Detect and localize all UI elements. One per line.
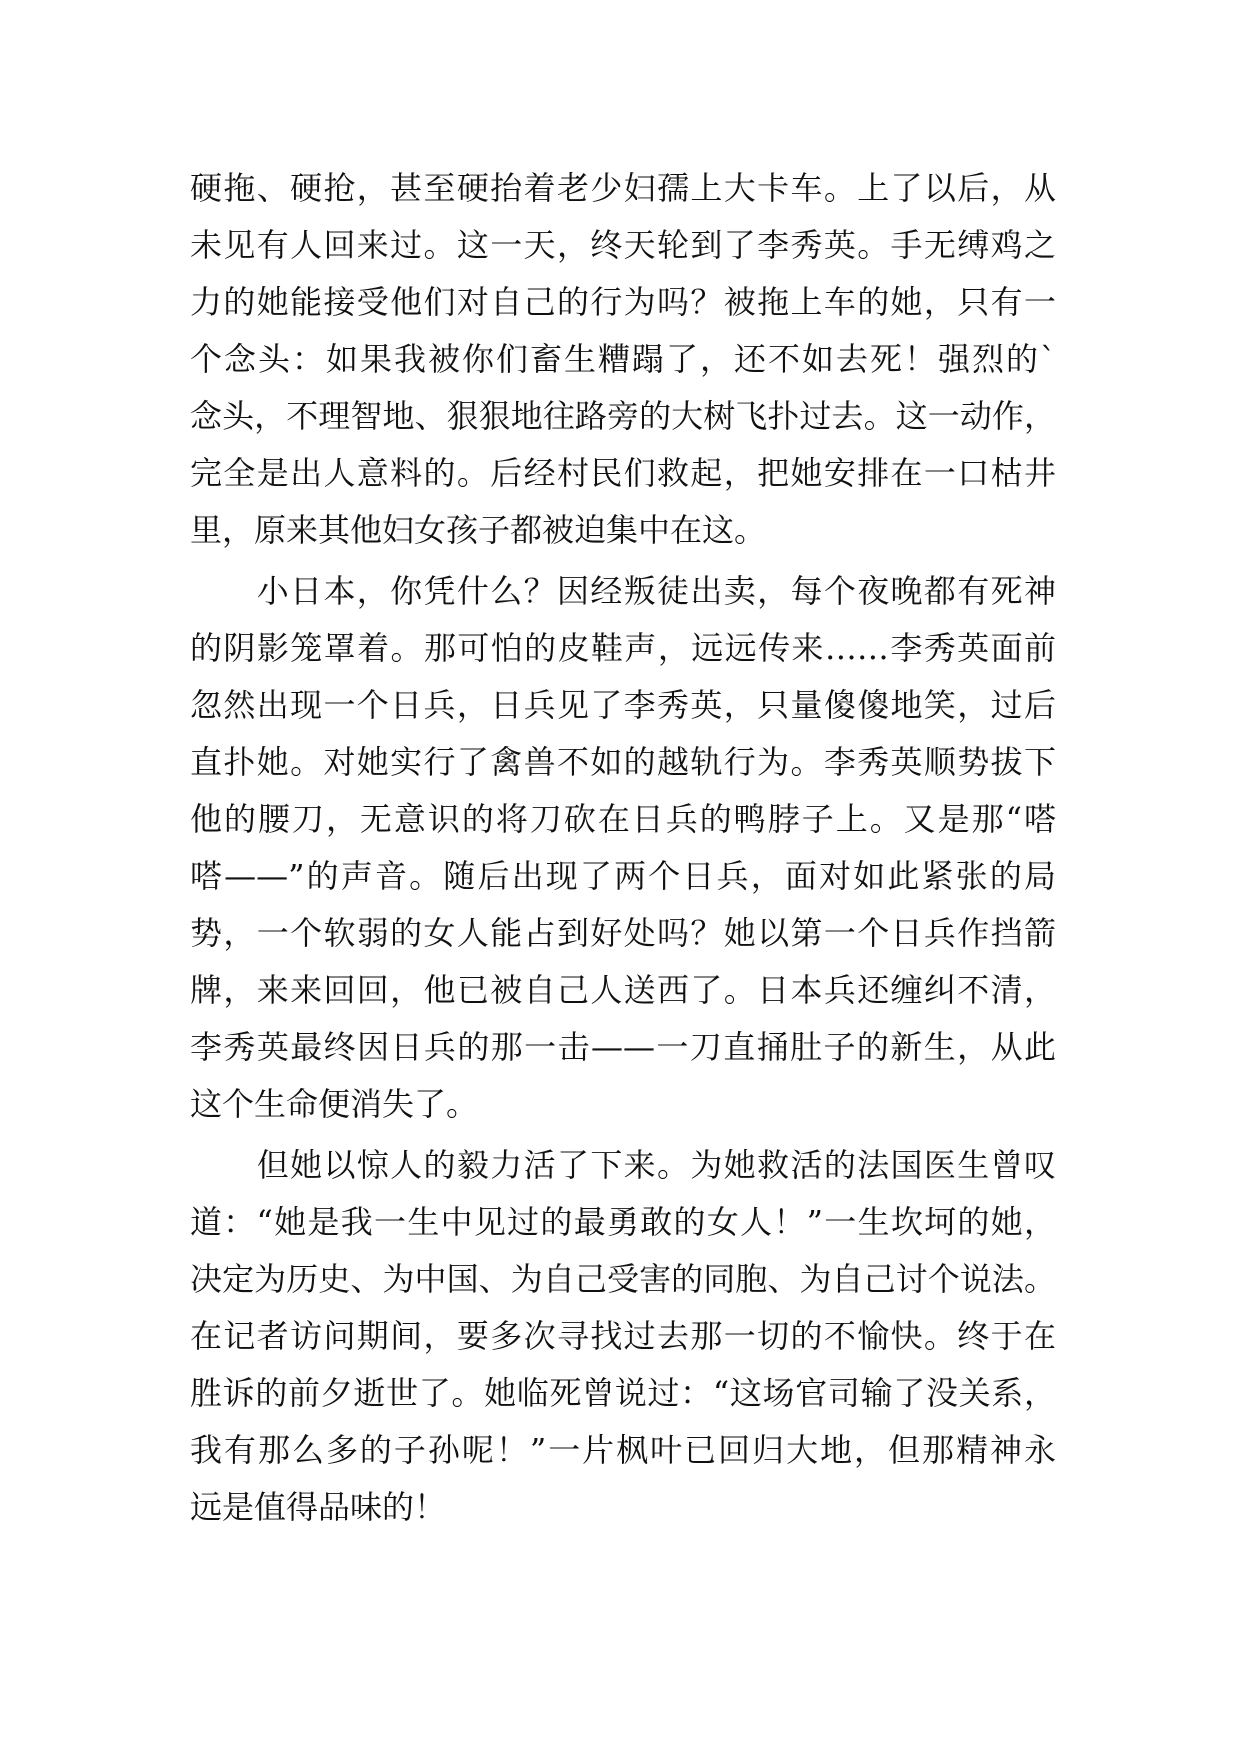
text-line: 力的她能接受他们对自己的行为吗？被拖上车的她，只有一	[190, 283, 1056, 321]
text-line: 念头，不理智地、狠狠地往路旁的大树飞扑过去。这一动作，	[190, 397, 1056, 435]
text-line: 我有那么多的子孙呢！”一片枫叶已回归大地，但那精神永	[190, 1431, 1056, 1469]
text-line: 道：“她是我一生中见过的最勇敢的女人！”一生坎坷的她，	[190, 1203, 1056, 1241]
text-line: 势，一个软弱的女人能占到好处吗？她以第一个日兵作挡箭	[190, 914, 1056, 952]
paragraph-1	[190, 160, 1056, 559]
text-line: 他的腰刀，无意识的将刀砍在日兵的鸭脖子上。又是那“嗒	[190, 800, 1056, 838]
text-line: 嗒——”的声音。随后出现了两个日兵，面对如此紧张的局	[190, 857, 1056, 895]
text-line: 忽然出现一个日兵，日兵见了李秀英，只量傻傻地笑，过后	[190, 686, 1056, 724]
text-line: 完全是出人意料的。后经村民们救起，把她安排在一口枯井	[190, 454, 1056, 492]
text-line: 远是值得品味的！	[190, 1488, 447, 1526]
text-line: 未见有人回来过。这一天，终天轮到了李秀英。手无缚鸡之	[190, 226, 1056, 264]
text-line: 里，原来其他妇女孩子都被迫集中在这。	[190, 511, 767, 549]
text-line: 个念头：如果我被你们畜生糟蹋了，还不如去死！强烈的`	[190, 340, 1056, 378]
text-line: 牌，来来回回，他已被自己人送西了。日本兵还缠纠不清，	[190, 971, 1056, 1009]
text-line: 小日本，你凭什么？因经叛徒出卖，每个夜晚都有死神	[190, 572, 1056, 610]
text-line: 在记者访问期间，要多次寻找过去那一切的不愉快。终于在	[190, 1317, 1056, 1355]
paragraph-3	[190, 1137, 1056, 1536]
text-line: 李秀英最终因日兵的那一击——一刀直捅肚子的新生，从此	[190, 1028, 1056, 1066]
text-line: 但她以惊人的毅力活了下来。为她救活的法国医生曾叹	[190, 1146, 1056, 1184]
text-line: 胜诉的前夕逝世了。她临死曾说过：“这场官司输了没关系，	[190, 1374, 1056, 1412]
text-line: 的阴影笼罩着。那可怕的皮鞋声，远远传来……李秀英面前	[190, 629, 1056, 667]
text-line: 硬拖、硬抢，甚至硬抬着老少妇孺上大卡车。上了以后，从	[190, 169, 1056, 207]
document-body	[190, 160, 1056, 1536]
text-line: 决定为历史、为中国、为自己受害的同胞、为自己讨个说法。	[190, 1260, 1056, 1298]
text-line: 直扑她。对她实行了禽兽不如的越轨行为。李秀英顺势拔下	[190, 743, 1056, 781]
paragraph-2	[190, 563, 1056, 1133]
text-line: 这个生命便消失了。	[190, 1085, 479, 1123]
